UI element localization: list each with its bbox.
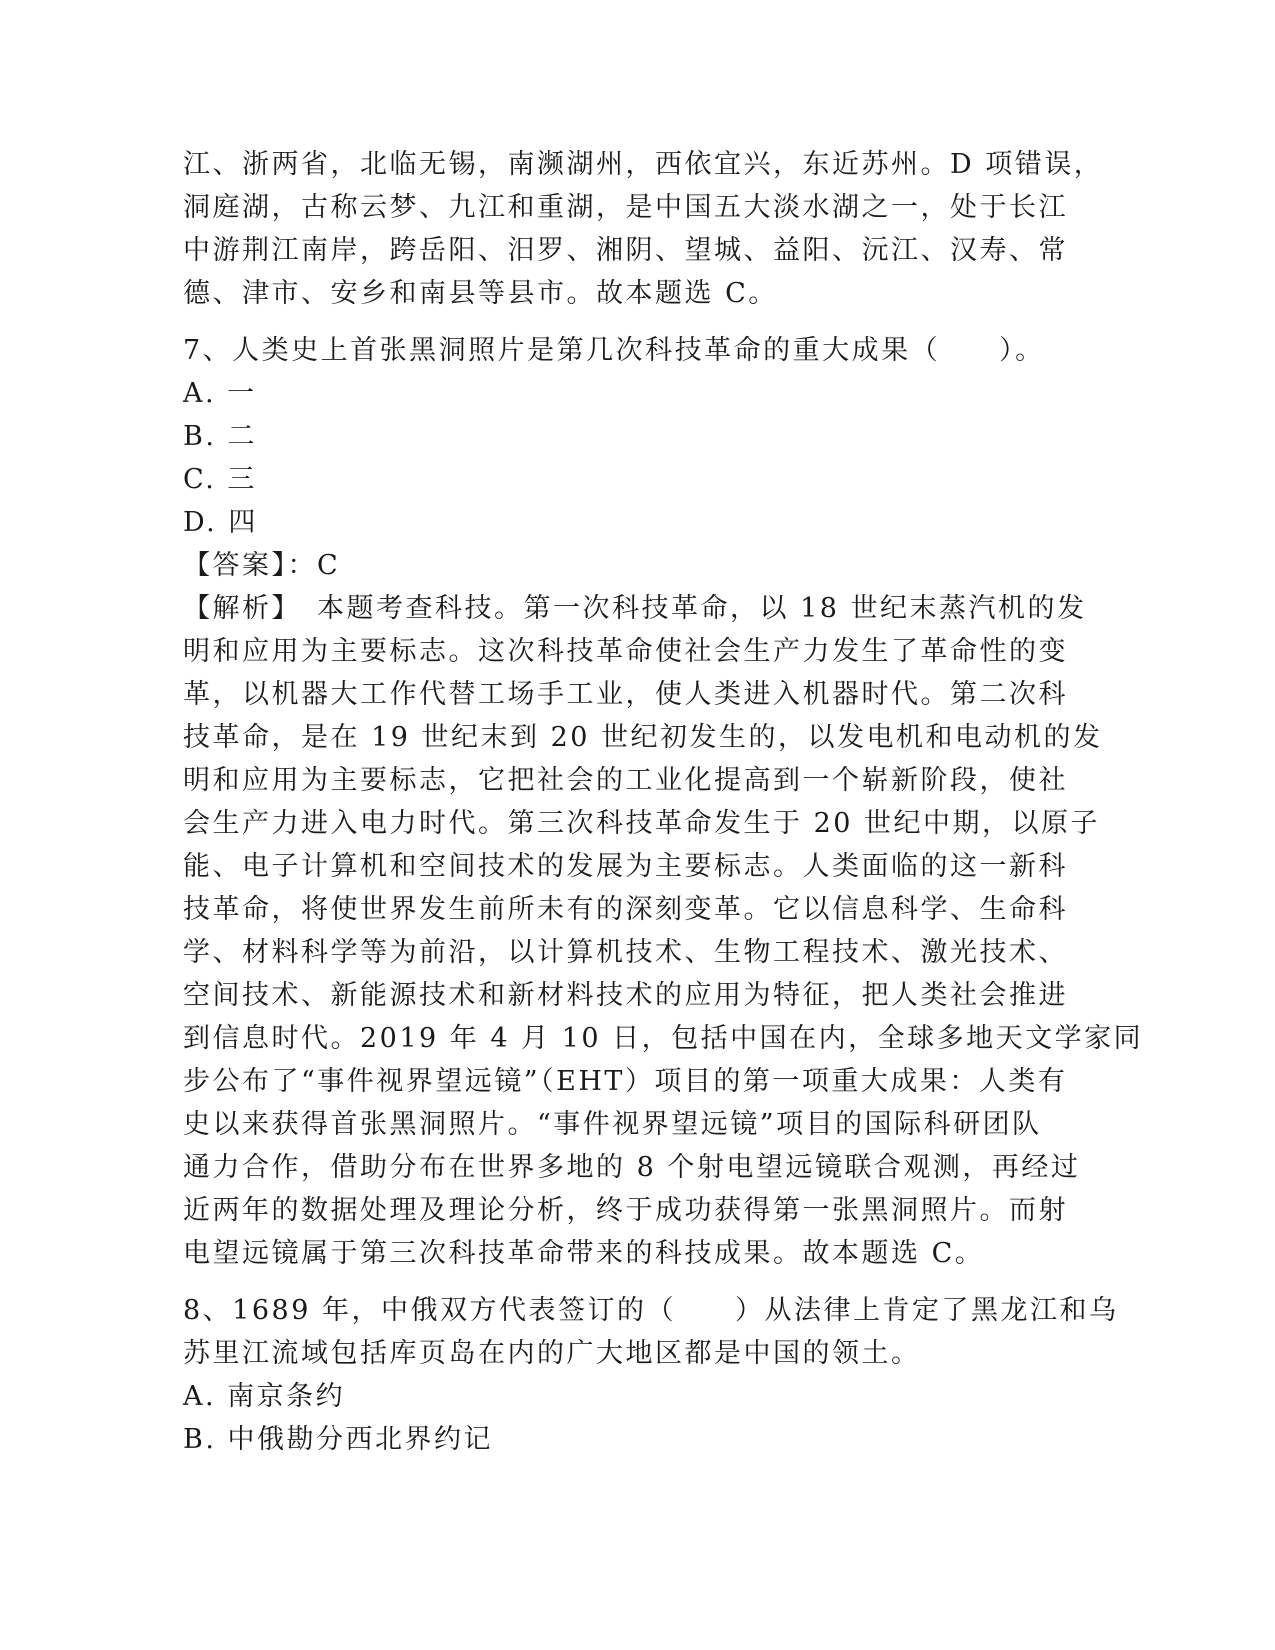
analysis-line: 能、电子计算机和空间技术的发展为主要标志。人类面临的这一新科 [183, 851, 1068, 882]
analysis-line: 会生产力进入电力时代。第三次科技革命发生于 20 世纪中期，以原子 [183, 808, 1101, 839]
analysis-line: 空间技术、新能源技术和新材料技术的应用为特征，把人类社会推进 [183, 980, 1068, 1011]
text-line: 德、津市、安乡和南县等县市。故本题选 C。 [183, 278, 778, 309]
answer: 【答案】：C [183, 550, 341, 581]
question-text: 7、人类史上首张黑洞照片是第几次科技革命的重大成果（ ）。 [183, 335, 1045, 366]
analysis-line: 明和应用为主要标志。这次科技革命使社会生产力发生了革命性的变 [183, 636, 1068, 667]
text-line: 洞庭湖，古称云梦、九江和重湖，是中国五大淡水湖之一，处于长江 [183, 192, 1068, 223]
analysis-line: 近两年的数据处理及理论分析，终于成功获得第一张黑洞照片。而射 [183, 1195, 1068, 1226]
option-a: A. 一 [183, 378, 257, 409]
analysis-line: 明和应用为主要标志，它把社会的工业化提高到一个崭新阶段，使社 [183, 765, 1068, 796]
option-a: A. 南京条约 [183, 1381, 346, 1412]
analysis-line: 通力合作，借助分布在世界多地的 8 个射电望远镜联合观测，再经过 [183, 1152, 1081, 1183]
question-8 [183, 1289, 1119, 1461]
analysis-line: 电望远镜属于第三次科技革命带来的科技成果。故本题选 C。 [183, 1238, 985, 1269]
analysis-line: 革，以机器大工作代替工场手工业，使人类进入机器时代。第二次科 [183, 679, 1068, 710]
question-text: 8、1689 年，中俄双方代表签订的（ ）从法律上肯定了黑龙江和乌 [183, 1295, 1119, 1326]
question-7 [183, 329, 1144, 1275]
document-page [183, 143, 1144, 1461]
analysis-line: 步公布了“事件视界望远镜”（EHT）项目的第一项重大成果：人类有 [183, 1066, 1068, 1097]
text-line: 中游荆江南岸，跨岳阳、汨罗、湘阴、望城、益阳、沅江、汉寿、常 [183, 235, 1068, 266]
option-b: B. 二 [183, 421, 258, 452]
analysis [183, 587, 1144, 1275]
option-b: B. 中俄勘分西北界约记 [183, 1424, 494, 1455]
option-d: D. 四 [183, 507, 258, 538]
question-text: 苏里江流域包括库页岛在内的广大地区都是中国的领土。 [183, 1338, 921, 1369]
analysis-line: 技革命，是在 19 世纪末到 20 世纪初发生的，以发电机和电动机的发 [183, 722, 1103, 753]
analysis-line: 【解析】 本题考查科技。第一次科技革命，以 18 世纪末蒸汽机的发 [183, 593, 1087, 624]
analysis-line: 学、材料科学等为前沿，以计算机技术、生物工程技术、激光技术、 [183, 937, 1068, 968]
option-c: C. 三 [183, 464, 257, 495]
previous-analysis-continuation [183, 143, 1104, 315]
analysis-line: 史以来获得首张黑洞照片。“事件视界望远镜”项目的国际科研团队 [183, 1109, 1042, 1140]
analysis-line: 到信息时代。2019 年 4 月 10 日，包括中国在内，全球多地天文学家同 [183, 1023, 1144, 1054]
analysis-line: 技革命，将使世界发生前所未有的深刻变革。它以信息科学、生命科 [183, 894, 1068, 925]
text-line: 江、浙两省，北临无锡，南濒湖州，西依宜兴，东近苏州。D 项错误， [183, 149, 1104, 180]
